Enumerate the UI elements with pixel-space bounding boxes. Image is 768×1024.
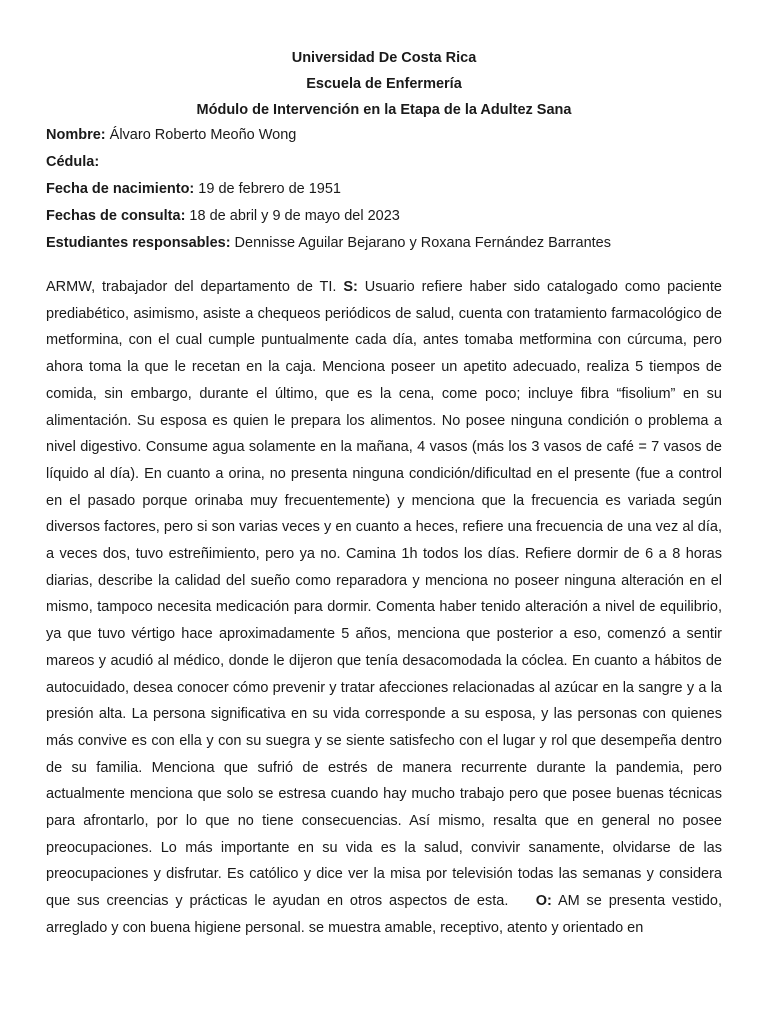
school-title: Escuela de Enfermería bbox=[306, 76, 462, 92]
university-title: Universidad De Costa Rica bbox=[291, 50, 477, 66]
subjective-label: S: bbox=[343, 279, 358, 295]
birth-label: Fecha de nacimiento: bbox=[46, 181, 195, 197]
intro-text: ARMW, trabajador del departamento de TI. bbox=[46, 279, 344, 295]
document-header bbox=[0, 45, 768, 123]
consult-value: 18 de abril y 9 de mayo del 2023 bbox=[185, 208, 400, 224]
students-value: Dennisse Aguilar Bejarano y Roxana Fernández Barrantes bbox=[230, 235, 611, 251]
objective-label: O: bbox=[535, 893, 552, 910]
patient-info bbox=[46, 122, 726, 257]
name-value: Álvaro Roberto Meoño Wong bbox=[105, 127, 297, 143]
module-title: Módulo de Intervención en la Etapa de la Adultez Sana bbox=[196, 102, 572, 118]
id-label: Cédula: bbox=[46, 154, 100, 170]
students-label: Estudiantes responsables: bbox=[46, 235, 231, 251]
clinical-note bbox=[46, 274, 727, 942]
consult-label: Fechas de consulta: bbox=[46, 208, 186, 224]
id-field bbox=[46, 149, 726, 176]
subjective-text: Usuario refiere haber sido catalogado como paciente prediabético, asimismo, asiste a chequeos periódicos de salud, cuenta con tratamiento farmacológico de metformina, con el cual cumple puntualmente cada día, antes tomaba metformina con cúrcuma, pero ahora toma la que le recetan en la caja. Menciona poseer un apetito adecuado, realiza 5 tiempos de comida, sin embargo, durante el último, que es la cena, come poco; incluye fibra “fisolium” en su alimentación. Su esposa es quien le prepara los alimentos. No posee ninguna condición o problema a nivel digestivo. Consume agua solamente en la mañana, 4 vasos (más los 3 vasos de café = 7 vasos de líquido al día). En cuanto a orina, no presenta ninguna condición/dificultad en el presente (fue a control en el pasado porque orinaba muy frecuentemente) y menciona que la frecuencia es variada según diversos factores, pero si son varias veces y en cuanto a heces, refiere una frecuencia de una vez al día, a veces dos, tuvo estreñimiento, pero ya no. Camina 1h todos los días. Refiere dormir de 6 a 8 horas diarias, describe la calidad del sueño como reparadora y menciona no poseer ninguna alteración en el mismo, tampoco necesita medicación para dormir. Comenta haber tenido alteración a nivel de equilibrio, ya que tuvo vértigo hace aproximadamente 5 años, menciona que posterior a eso, comenzó a sentir mareos y acudió al médico, donde le dijeron que tenía desacomodada la cóclea. En cuanto a hábitos de autocuidado, desea conocer cómo prevenir y tratar afecciones relacionadas al azúcar en la sangre y a la presión alta. La persona significativa en su vida corresponde a su esposa, y las personas con quienes más convive es con ella y con su suegra y se siente satisfecho con el lugar y rol que desempeña dentro de su familia. Menciona que sufrió de estrés de manera recurrente durante la pandemia, pero actualmente menciona que solo se estresa cuando hay mucho trabajo pero que posee buenas técnicas para afrontarlo, por lo que no tiene consecuencias. Así mismo, resalta que en general no posee preocupaciones. Lo más importante en su vida es la salud, convivir sanamente, olvidarse de las preocupaciones y disfrutar. Es católico y dice ver la misa por televisión todas las semanas y considera que sus creencias y prácticas le ayudan en otros aspectos de esta. bbox=[46, 279, 727, 910]
consult-field bbox=[46, 203, 726, 230]
name-field bbox=[46, 122, 726, 149]
students-field bbox=[46, 230, 726, 257]
name-label: Nombre: bbox=[46, 127, 106, 143]
birth-field bbox=[46, 176, 726, 203]
birth-value: 19 de febrero de 1951 bbox=[194, 181, 341, 197]
objective-text: AM se presenta vestido, arreglado y con buena higiene personal. se muestra amable, receptivo, atento y orientado en bbox=[46, 893, 722, 936]
